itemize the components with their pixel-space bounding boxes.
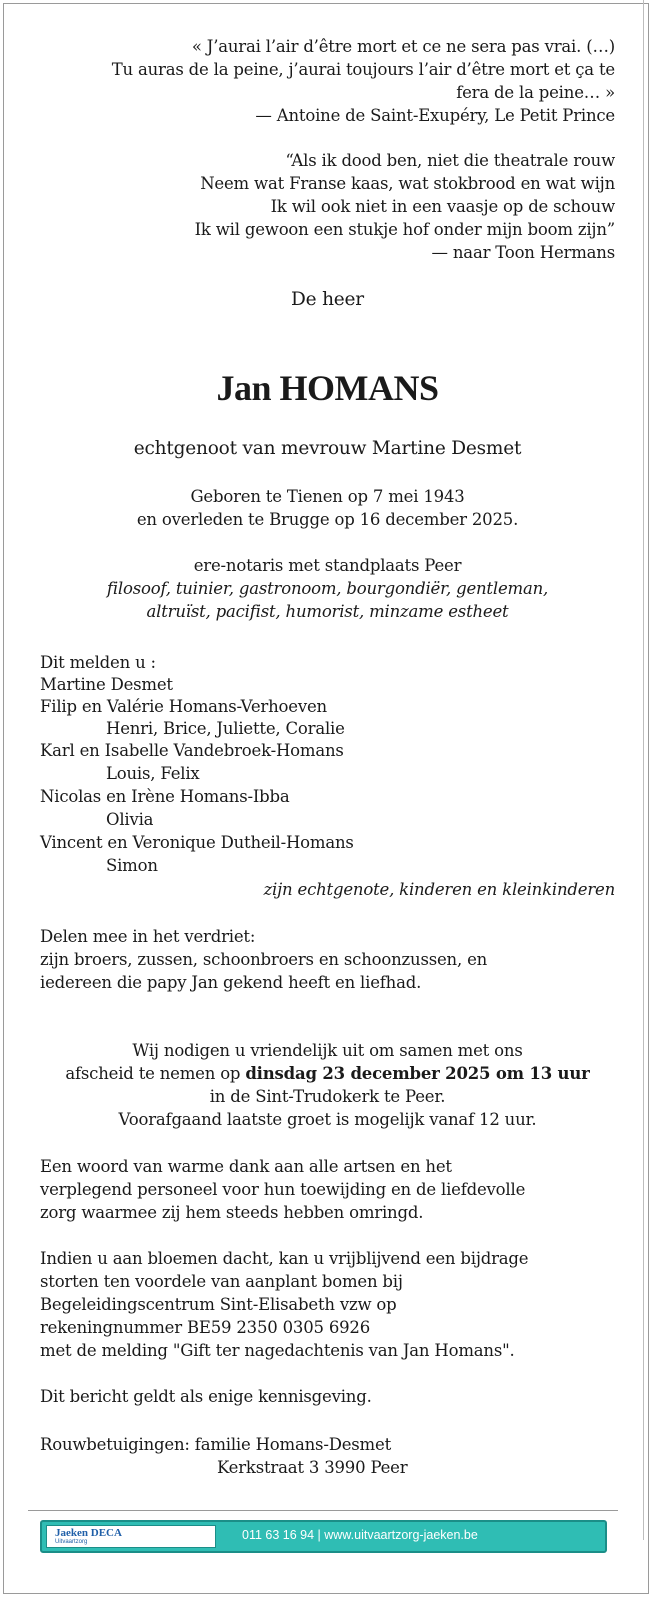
funeral-home-banner bbox=[40, 1520, 607, 1553]
qualities-line-2: altruïst, pacifist, humorist, minzame estheet bbox=[146, 602, 509, 621]
announcer-grandchildren: Simon bbox=[106, 856, 158, 875]
flowers-line-2: storten ten voordele van aanplant bomen bij bbox=[40, 1272, 403, 1291]
funeral-home-logo bbox=[46, 1525, 216, 1548]
invitation-line-3: in de Sint-Trudokerk te Peer. bbox=[209, 1087, 446, 1106]
quote2-attribution: — naar Toon Hermans bbox=[431, 243, 615, 262]
flowers-line-3: Begeleidingscentrum Sint-Elisabeth vzw op bbox=[40, 1295, 397, 1314]
birth-line: Geboren te Tienen op 7 mei 1943 bbox=[190, 487, 465, 506]
funeral-home-contact: 011 63 16 94 | www.uitvaartzorg-jaeken.be bbox=[242, 1528, 478, 1542]
flowers-line-5: met de melding "Gift ter nagedachtenis van Jan Homans". bbox=[40, 1341, 515, 1360]
invitation-line-2 bbox=[40, 1063, 615, 1085]
announcer-grandchildren: Olivia bbox=[106, 810, 154, 829]
quote2-line-1: “Als ik dood ben, niet die theatrale rouw bbox=[285, 151, 615, 170]
announcer-person: Nicolas en Irène Homans-Ibba bbox=[40, 787, 290, 806]
profession-line: ere-notaris met standplaats Peer bbox=[193, 556, 462, 575]
quote1-line-3: fera de la peine… » bbox=[456, 83, 615, 102]
death-line: en overleden te Brugge op 16 december 2025. bbox=[136, 510, 519, 529]
quote1-attribution: — Antoine de Saint-Exupéry, Le Petit Prince bbox=[255, 106, 615, 125]
spouse-line: echtgenoot van mevrouw Martine Desmet bbox=[133, 438, 522, 459]
deceased-name: Jan HOMANS bbox=[216, 368, 439, 408]
ceremony-datetime: dinsdag 23 december 2025 om 13 uur bbox=[245, 1064, 590, 1083]
quote1-line-2: Tu auras de la peine, j’aurai toujours l’air d’être mort et ça te bbox=[111, 60, 615, 79]
notice-line: Dit bericht geldt als enige kennisgeving. bbox=[40, 1387, 372, 1406]
invitation-line-2-prefix: afscheid te nemen op bbox=[65, 1064, 246, 1083]
logo-text: Jaeken DECA bbox=[55, 1527, 122, 1539]
announcer-grandchildren: Louis, Felix bbox=[106, 764, 200, 783]
invitation-line-1: Wij nodigen u vriendelijk uit om samen met ons bbox=[132, 1041, 523, 1060]
announcers-relation: zijn echtgenote, kinderen en kleinkinderen bbox=[263, 880, 615, 899]
grief-line-2: zijn broers, zussen, schoonbroers en schoonzussen, en bbox=[40, 950, 488, 969]
flowers-line-1: Indien u aan bloemen dacht, kan u vrijblijvend een bijdrage bbox=[40, 1249, 529, 1268]
announcer-person: Vincent en Veronique Dutheil-Homans bbox=[40, 833, 354, 852]
qualities-line-1: filosoof, tuinier, gastronoom, bourgondiër, gentleman, bbox=[106, 579, 549, 598]
grief-line-1: Delen mee in het verdriet: bbox=[40, 927, 256, 946]
thanks-line-3: zorg waarmee zij hem steeds hebben omringd. bbox=[40, 1203, 424, 1222]
quote2-line-3: Ik wil ook niet in een vaasje op de schouw bbox=[270, 197, 615, 216]
quote2-line-2: Neem wat Franse kaas, wat stokbrood en wat wijn bbox=[200, 174, 615, 193]
condolences-line-1: Rouwbetuigingen: familie Homans-Desmet bbox=[40, 1435, 392, 1454]
condolences-address: Kerkstraat 3 3990 Peer bbox=[217, 1458, 408, 1477]
thanks-line-2: verplegend personeel voor hun toewijding en de liefdevolle bbox=[40, 1180, 526, 1199]
announcers-intro: Dit melden u : bbox=[40, 653, 156, 672]
announcer-person: Karl en Isabelle Vandebroek-Homans bbox=[40, 741, 344, 760]
announcer-person: Filip en Valérie Homans-Verhoeven bbox=[40, 697, 327, 716]
salutation: De heer bbox=[291, 289, 364, 310]
flowers-line-4: rekeningnummer BE59 2350 0305 6926 bbox=[40, 1318, 371, 1337]
grief-line-3: iedereen die papy Jan gekend heeft en liefhad. bbox=[40, 973, 422, 992]
footer-divider bbox=[28, 1510, 618, 1511]
thanks-line-1: Een woord van warme dank aan alle artsen en het bbox=[40, 1157, 452, 1176]
quote2-line-4: Ik wil gewoon een stukje hof onder mijn boom zijn” bbox=[194, 220, 615, 239]
quote1-line-1: « J’aurai l’air d’être mort et ce ne sera pas vrai. (…) bbox=[191, 37, 615, 56]
logo-subtext: Uitvaartzorg bbox=[55, 1539, 88, 1545]
invitation-line-4: Voorafgaand laatste groet is mogelijk vanaf 12 uur. bbox=[118, 1110, 537, 1129]
announcer-person: Martine Desmet bbox=[40, 675, 173, 694]
announcer-grandchildren: Henri, Brice, Juliette, Coralie bbox=[106, 719, 345, 738]
